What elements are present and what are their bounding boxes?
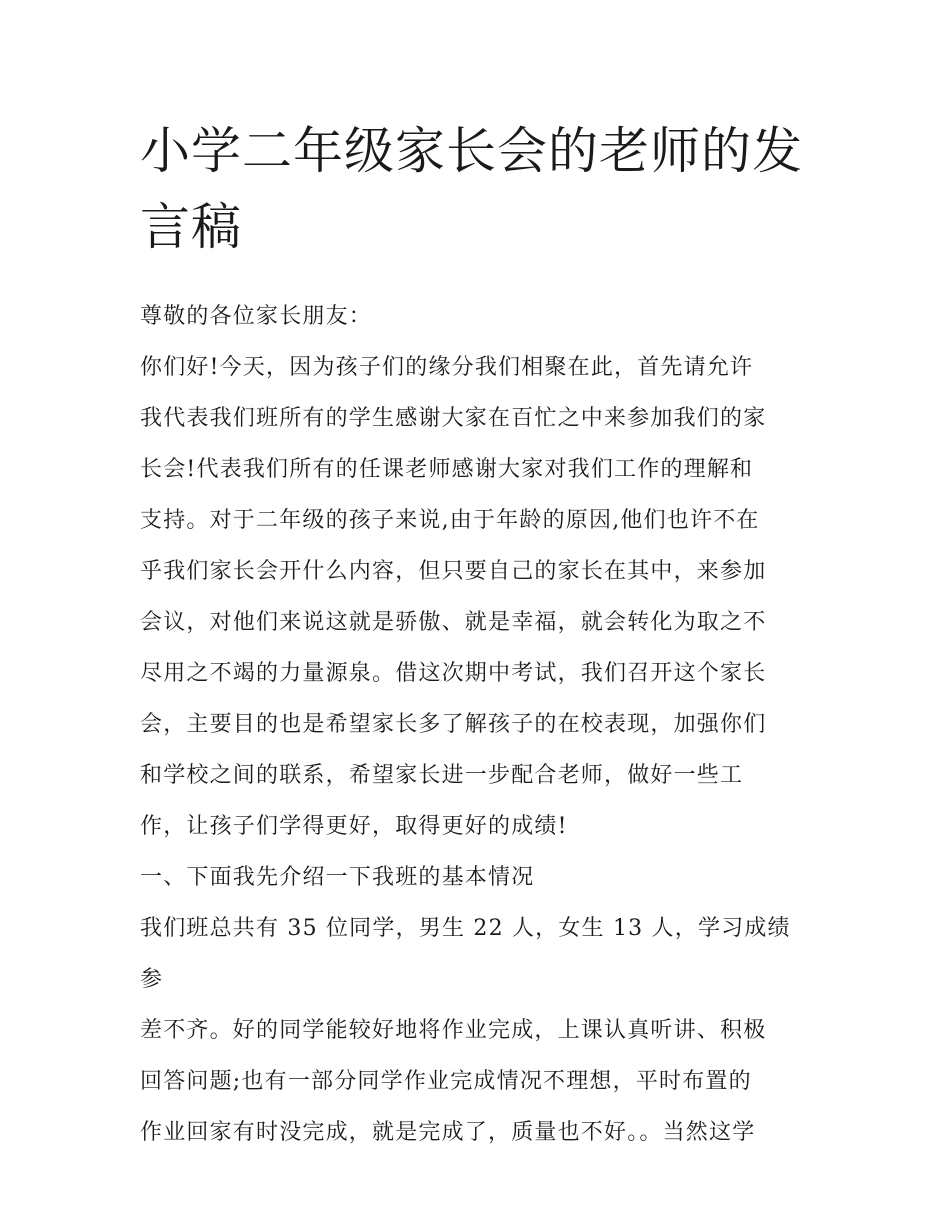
- salutation: 尊敬的各位家长朋友：: [140, 304, 373, 329]
- document-body: [140, 291, 810, 1158]
- document-title: 小学二年级家长会的老师的发 言稿: [140, 122, 803, 256]
- section-heading: 一、下面我先介绍一下我班的基本情况: [140, 865, 535, 890]
- opening-paragraph: 你们好!今天，因为孩子们的缘分我们相聚在此，首先请允许 我代表我们班所有的学生感谢大家在百忙之中来参加我们的家 长会!代表我们所有的任课老师感谢大家对我们工作的理解和 支持。对于二年级的孩子来说,由于年龄的原因,他们也许不在 乎我们家长会开什么内容，但只要自己的家长在其中，来参加 会议，对他们来说这就是骄傲、就是幸福，就会转化为取之不 尽用之不竭的力量源泉。借这次期中考试，我们召开这个家长 会，主要目的也是希望家长多了解孩子的在校表现，加强你们 和学校之间的联系，希望家长进一步配合老师，做好一些工 作，让孩子们学得更好，取得更好的成绩!: [140, 355, 767, 839]
- class-info-paragraph: 我们班总共有 35 位同学，男生 22 人，女生 13 人，学习成绩参 差不齐。好的同学能较好地将作业完成，上课认真听讲、积极 回答问题;也有一部分同学作业完成情况不理想，平时布置的 作业回家有时没完成，就是完成了，质量也不好。。当然这学: [140, 916, 791, 1145]
